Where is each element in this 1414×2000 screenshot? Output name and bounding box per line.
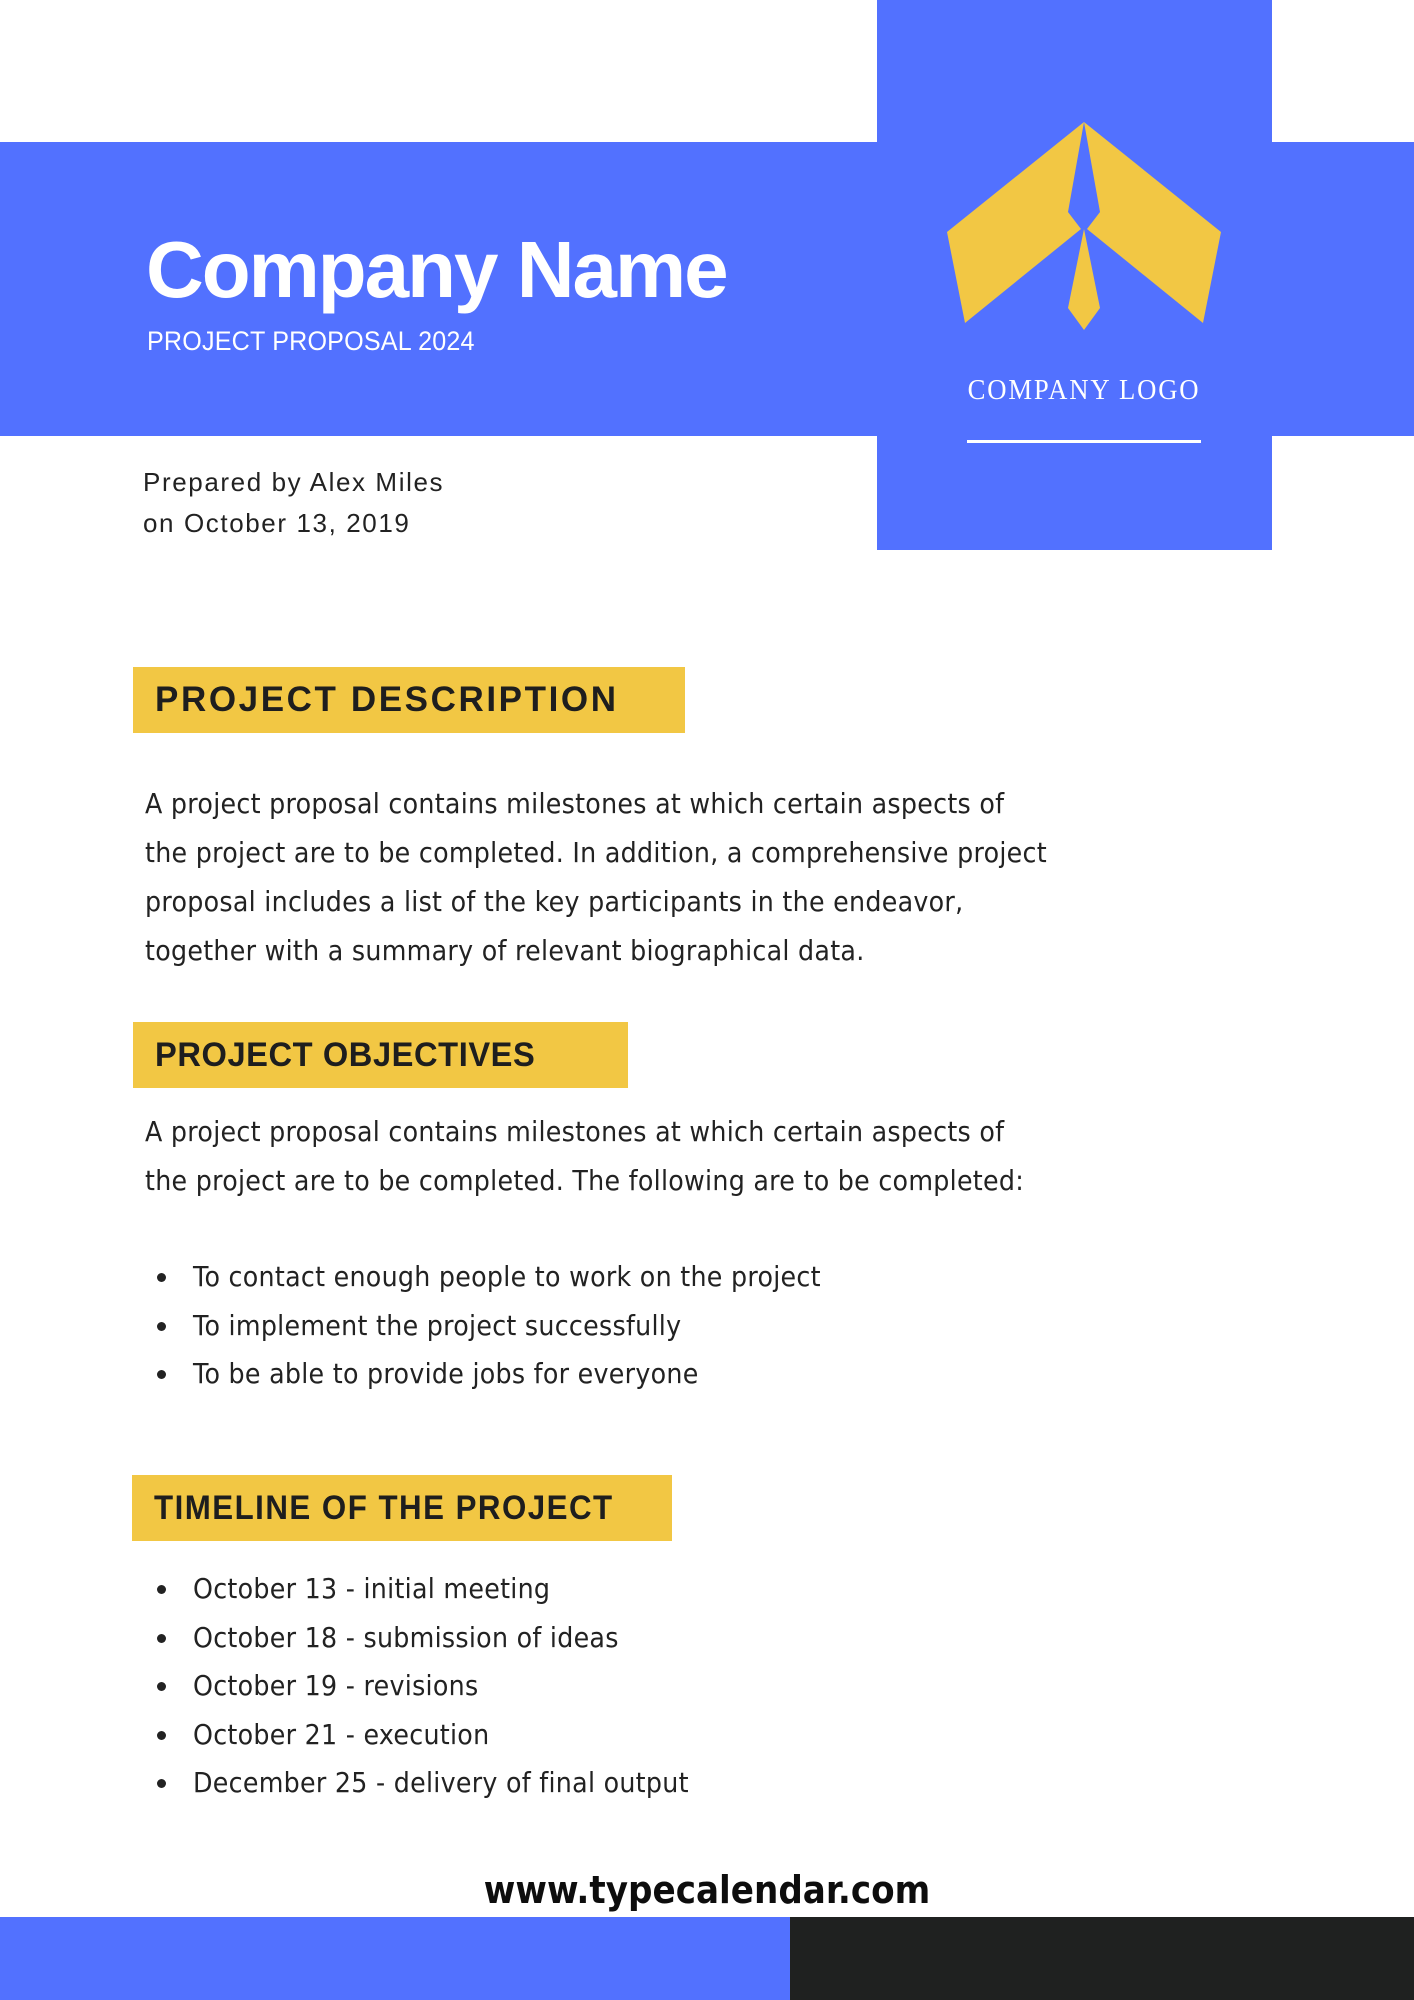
description-paragraph [145,779,1142,975]
section-heading-description [133,667,685,733]
footer-band-dark [790,1917,1414,2000]
company-name: Company Name [146,225,727,314]
timeline-item: October 13 - initial meeting [145,1565,741,1614]
prepared-by: Prepared by Alex Miles [143,467,445,497]
timeline-item: October 19 - revisions [145,1662,741,1711]
bullet-icon [157,1585,166,1594]
bullet-icon [157,1779,166,1788]
heading-text: TIMELINE OF THE PROJECT [154,1488,614,1527]
footer-band-blue [0,1917,790,2000]
section-heading-timeline [132,1475,672,1541]
paragraph-line: proposal includes a list of the key participants in the endeavor, [145,885,964,918]
heading-text: PROJECT OBJECTIVES [155,1035,536,1074]
heading-text: PROJECT DESCRIPTION [155,680,619,719]
section-heading-objectives [133,1022,628,1088]
paragraph-line: A project proposal contains milestones at which certain aspects of [145,787,1005,820]
bullet-icon [157,1634,166,1643]
logo-label: COMPANY LOGO [967,374,1201,406]
list-item: To contact enough people to work on the project [145,1253,887,1302]
bullet-icon [157,1322,166,1331]
bullet-icon [157,1370,166,1379]
company-logo-icon [940,110,1230,340]
bullet-icon [157,1731,166,1740]
list-item: To be able to provide jobs for everyone [145,1350,887,1399]
list-item: To implement the project successfully [145,1302,887,1351]
bullet-icon [157,1273,166,1282]
footer-url-text[interactable]: www.typecalendar.com [483,1868,931,1912]
timeline-list [145,1565,741,1808]
objectives-paragraph [145,1107,1116,1205]
timeline-item: December 25 - delivery of final output [145,1759,741,1808]
prepared-info [143,462,444,544]
paragraph-line: the project are to be completed. The following are to be completed: [145,1164,1025,1197]
paragraph-line: together with a summary of relevant biographical data. [145,934,865,967]
timeline-item: October 21 - execution [145,1711,741,1760]
document-subtitle: PROJECT PROPOSAL 2024 [147,326,475,356]
paragraph-line: A project proposal contains milestones at which certain aspects of [145,1115,1005,1148]
logo-divider [967,440,1201,443]
objectives-list [145,1253,887,1399]
timeline-item: October 18 - submission of ideas [145,1614,741,1663]
paragraph-line: the project are to be completed. In addition, a comprehensive project [145,836,1047,869]
prepared-date: on October 13, 2019 [143,508,411,538]
footer-website-link[interactable] [0,1866,1414,1914]
bullet-icon [157,1682,166,1691]
